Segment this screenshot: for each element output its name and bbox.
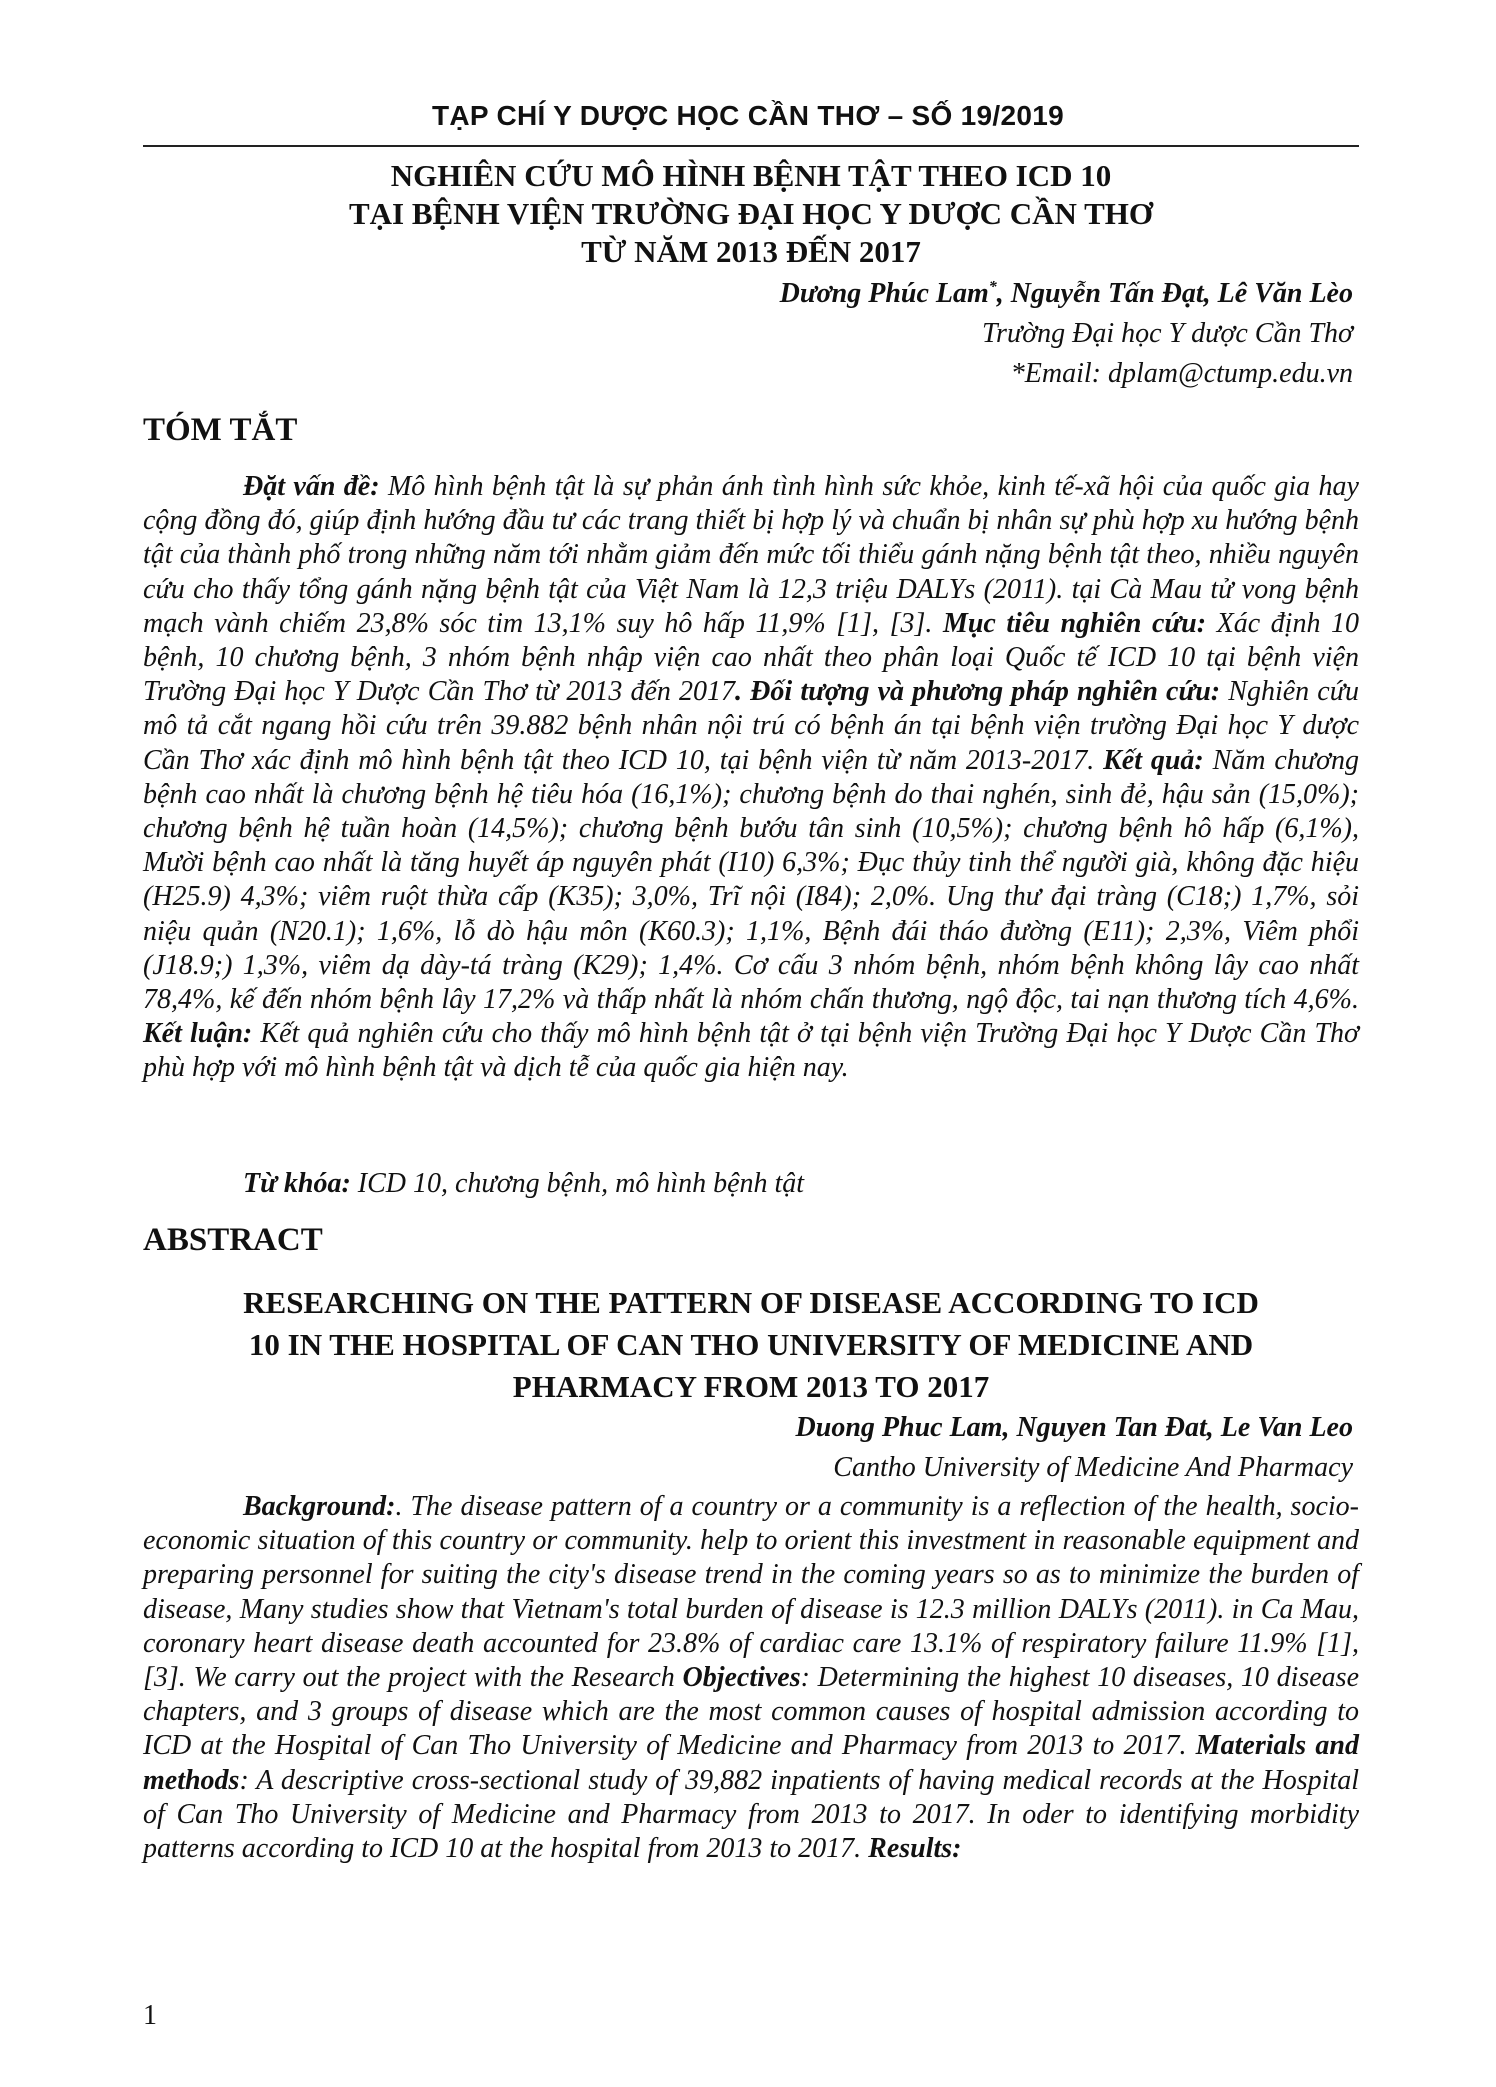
email: *Email: dplam@ctump.edu.vn	[1010, 358, 1353, 389]
summary-heading: TÓM TẮT	[143, 412, 298, 448]
title-line: TẠI BỆNH VIỆN TRƯỜNG ĐẠI HỌC Y DƯỢC CẦN THƠ	[348, 196, 1154, 231]
label-background: Background:	[243, 1491, 396, 1522]
page-number: 1	[143, 2000, 157, 2031]
journal-header: TẠP CHÍ Y DƯỢC HỌC CẦN THƠ – SỐ 19/2019	[432, 100, 1064, 131]
abstract-heading: ABSTRACT	[143, 1222, 323, 1258]
label-methods: . Đối tượng và phương pháp nghiên cứu:	[735, 676, 1221, 708]
title-line: NGHIÊN CỨU MÔ HÌNH BỆNH TẬT THEO ICD 10	[390, 158, 1112, 193]
corresponding-mark: *	[988, 278, 997, 296]
other-authors: , Nguyễn Tấn Đạt, Lê Văn Lèo	[996, 278, 1353, 309]
article-title	[143, 157, 1359, 271]
label-background: Đặt vấn đề:	[243, 471, 380, 502]
author-list	[780, 278, 1353, 310]
affiliation: Trường Đại học Y dược Cần Thơ	[982, 318, 1353, 349]
first-author: Dương Phúc Lam	[779, 278, 989, 309]
keywords-line: Từ khóa: ICD 10, chương bệnh, mô hình bệnh tật	[243, 1168, 805, 1199]
label-keywords: Từ khóa:	[243, 1168, 351, 1199]
title-line: PHARMACY FROM 2013 TO 2017	[512, 1369, 990, 1404]
title-line: TỪ NĂM 2013 ĐẾN 2017	[581, 234, 921, 269]
label-objectives: Mục tiêu nghiên cứu:	[942, 607, 1207, 639]
english-authors: Duong Phuc Lam, Nguyen Tan Đat, Le Van Leo	[795, 1412, 1353, 1443]
label-results: Kết quả:	[1103, 744, 1204, 776]
english-affiliation: Cantho University of Medicine And Pharmacy	[833, 1452, 1353, 1483]
title-line: RESEARCHING ON THE PATTERN OF DISEASE ACCORDING TO ICD	[243, 1285, 1259, 1320]
label-objectives: Objectives	[682, 1662, 801, 1694]
label-results: Results:	[868, 1833, 962, 1865]
english-title	[143, 1282, 1359, 1408]
title-line: 10 IN THE HOSPITAL OF CAN THO UNIVERSITY OF MEDICINE AND	[248, 1327, 1254, 1362]
abstract-paragraph: Background:. The disease pattern of a country or a community is a reflection of the health, socio-economic situation of this country or community. help to orient this investment in reasonable equipment and preparing personnel for suiting the city's disease trend in the coming years so as to minimize the burden of disease, Many studies show that Vietnam's total burden of disease is 12.3 million DALYs (2011). in Ca Mau, coronary heart disease death accounted for 23.8% of cardiac care 13.1% of respiratory failure 11.9% [1], [3]. We carry out the project with the Research Objectives: Determining the highest 10 diseases, 10 disease chapters, and 3 groups of disease which are the most common causes of hospital admission according to ICD at the Hospital of Can Tho University of Medicine and Pharmacy from 2013 to 2017. Materials and methods: A descriptive cross-sectional study of 39,882 inpatients of having medical records at the Hospital of Can Tho University of Medicine and Pharmacy from 2013 to 2017. In oder to identifying morbidity patterns according to ICD 10 at the hospital from 2013 to 2017. Results:	[143, 1491, 1359, 1865]
header-rule	[143, 145, 1359, 147]
label-methods: Materials and methods	[143, 1730, 1359, 1796]
summary-paragraph: Đặt vấn đề: Mô hình bệnh tật là sự phản ánh tình hình sức khỏe, kinh tế-xã hội của quốc gia hay cộng đồng đó, giúp định hướng đầu tư các trang thiết bị hợp lý và chuẩn bị nhân sự phù hợp xu hướng bệnh tật của thành phố trong những năm tới nhằm giảm đến mức tối thiểu gánh nặng bệnh tật theo, nhiều nguyên cứu cho thấy tổng gánh nặng bệnh tật của Việt Nam là 12,3 triệu DALYs (2011). tại Cà Mau tử vong bệnh mạch vành chiếm 23,8% sóc tim 13,1% suy hô hấp 11,9% [1], [3]. Mục tiêu nghiên cứu: Xác định 10 bệnh, 10 chương bệnh, 3 nhóm bệnh nhập viện cao nhất theo phân loại Quốc tế ICD 10 tại bệnh viện Trường Đại học Y Dược Cần Thơ từ 2013 đến 2017. Đối tượng và phương pháp nghiên cứu: Nghiên cứu mô tả cắt ngang hồi cứu trên 39.882 bệnh nhân nội trú có bệnh án tại bệnh viện trường Đại học Y dược Cần Thơ xác định mô hình bệnh tật theo ICD 10, tại bệnh viện từ năm 2013-2017. Kết quả: Năm chương bệnh cao nhất là chương bệnh hệ tiêu hóa (16,1%); chương bệnh do thai nghén, sinh đẻ, hậu sản (15,0%); chương bệnh hệ tuần hoàn (14,5%); chương bệnh bướu tân sinh (10,5%); chương bệnh hô hấp (6,1%), Mười bệnh cao nhất là tăng huyết áp nguyên phát (I10) 6,3%; Đục thủy tinh thể người già, không đặc hiệu (H25.9) 4,3%; viêm ruột thừa cấp (K35); 3,0%, Trĩ nội (I84); 2,0%. Ung thư đại tràng (C18;) 1,7%, sỏi niệu quản (N20.1); 1,6%, lỗ dò hậu môn (K60.3); 1,1%, Bệnh đái tháo đường (E11); 2,3%, Viêm phổi (J18.9;) 1,3%, viêm dạ dày-tá tràng (K29); 1,4%. Cơ cấu 3 nhóm bệnh, nhóm bệnh không lây cao nhất 78,4%, kế đến nhóm bệnh lây 17,2% và thấp nhất là nhóm chấn thương, ngộ độc, tai nạn thương tích 4,6%. Kết luận: Kết quả nghiên cứu cho thấy mô hình bệnh tật ở tại bệnh viện Trường Đại học Y Dược Cần Thơ phù hợp với mô hình bệnh tật và dịch tễ của quốc gia hiện nay.	[143, 471, 1360, 1084]
label-conclusion: Kết luận:	[143, 1018, 253, 1050]
